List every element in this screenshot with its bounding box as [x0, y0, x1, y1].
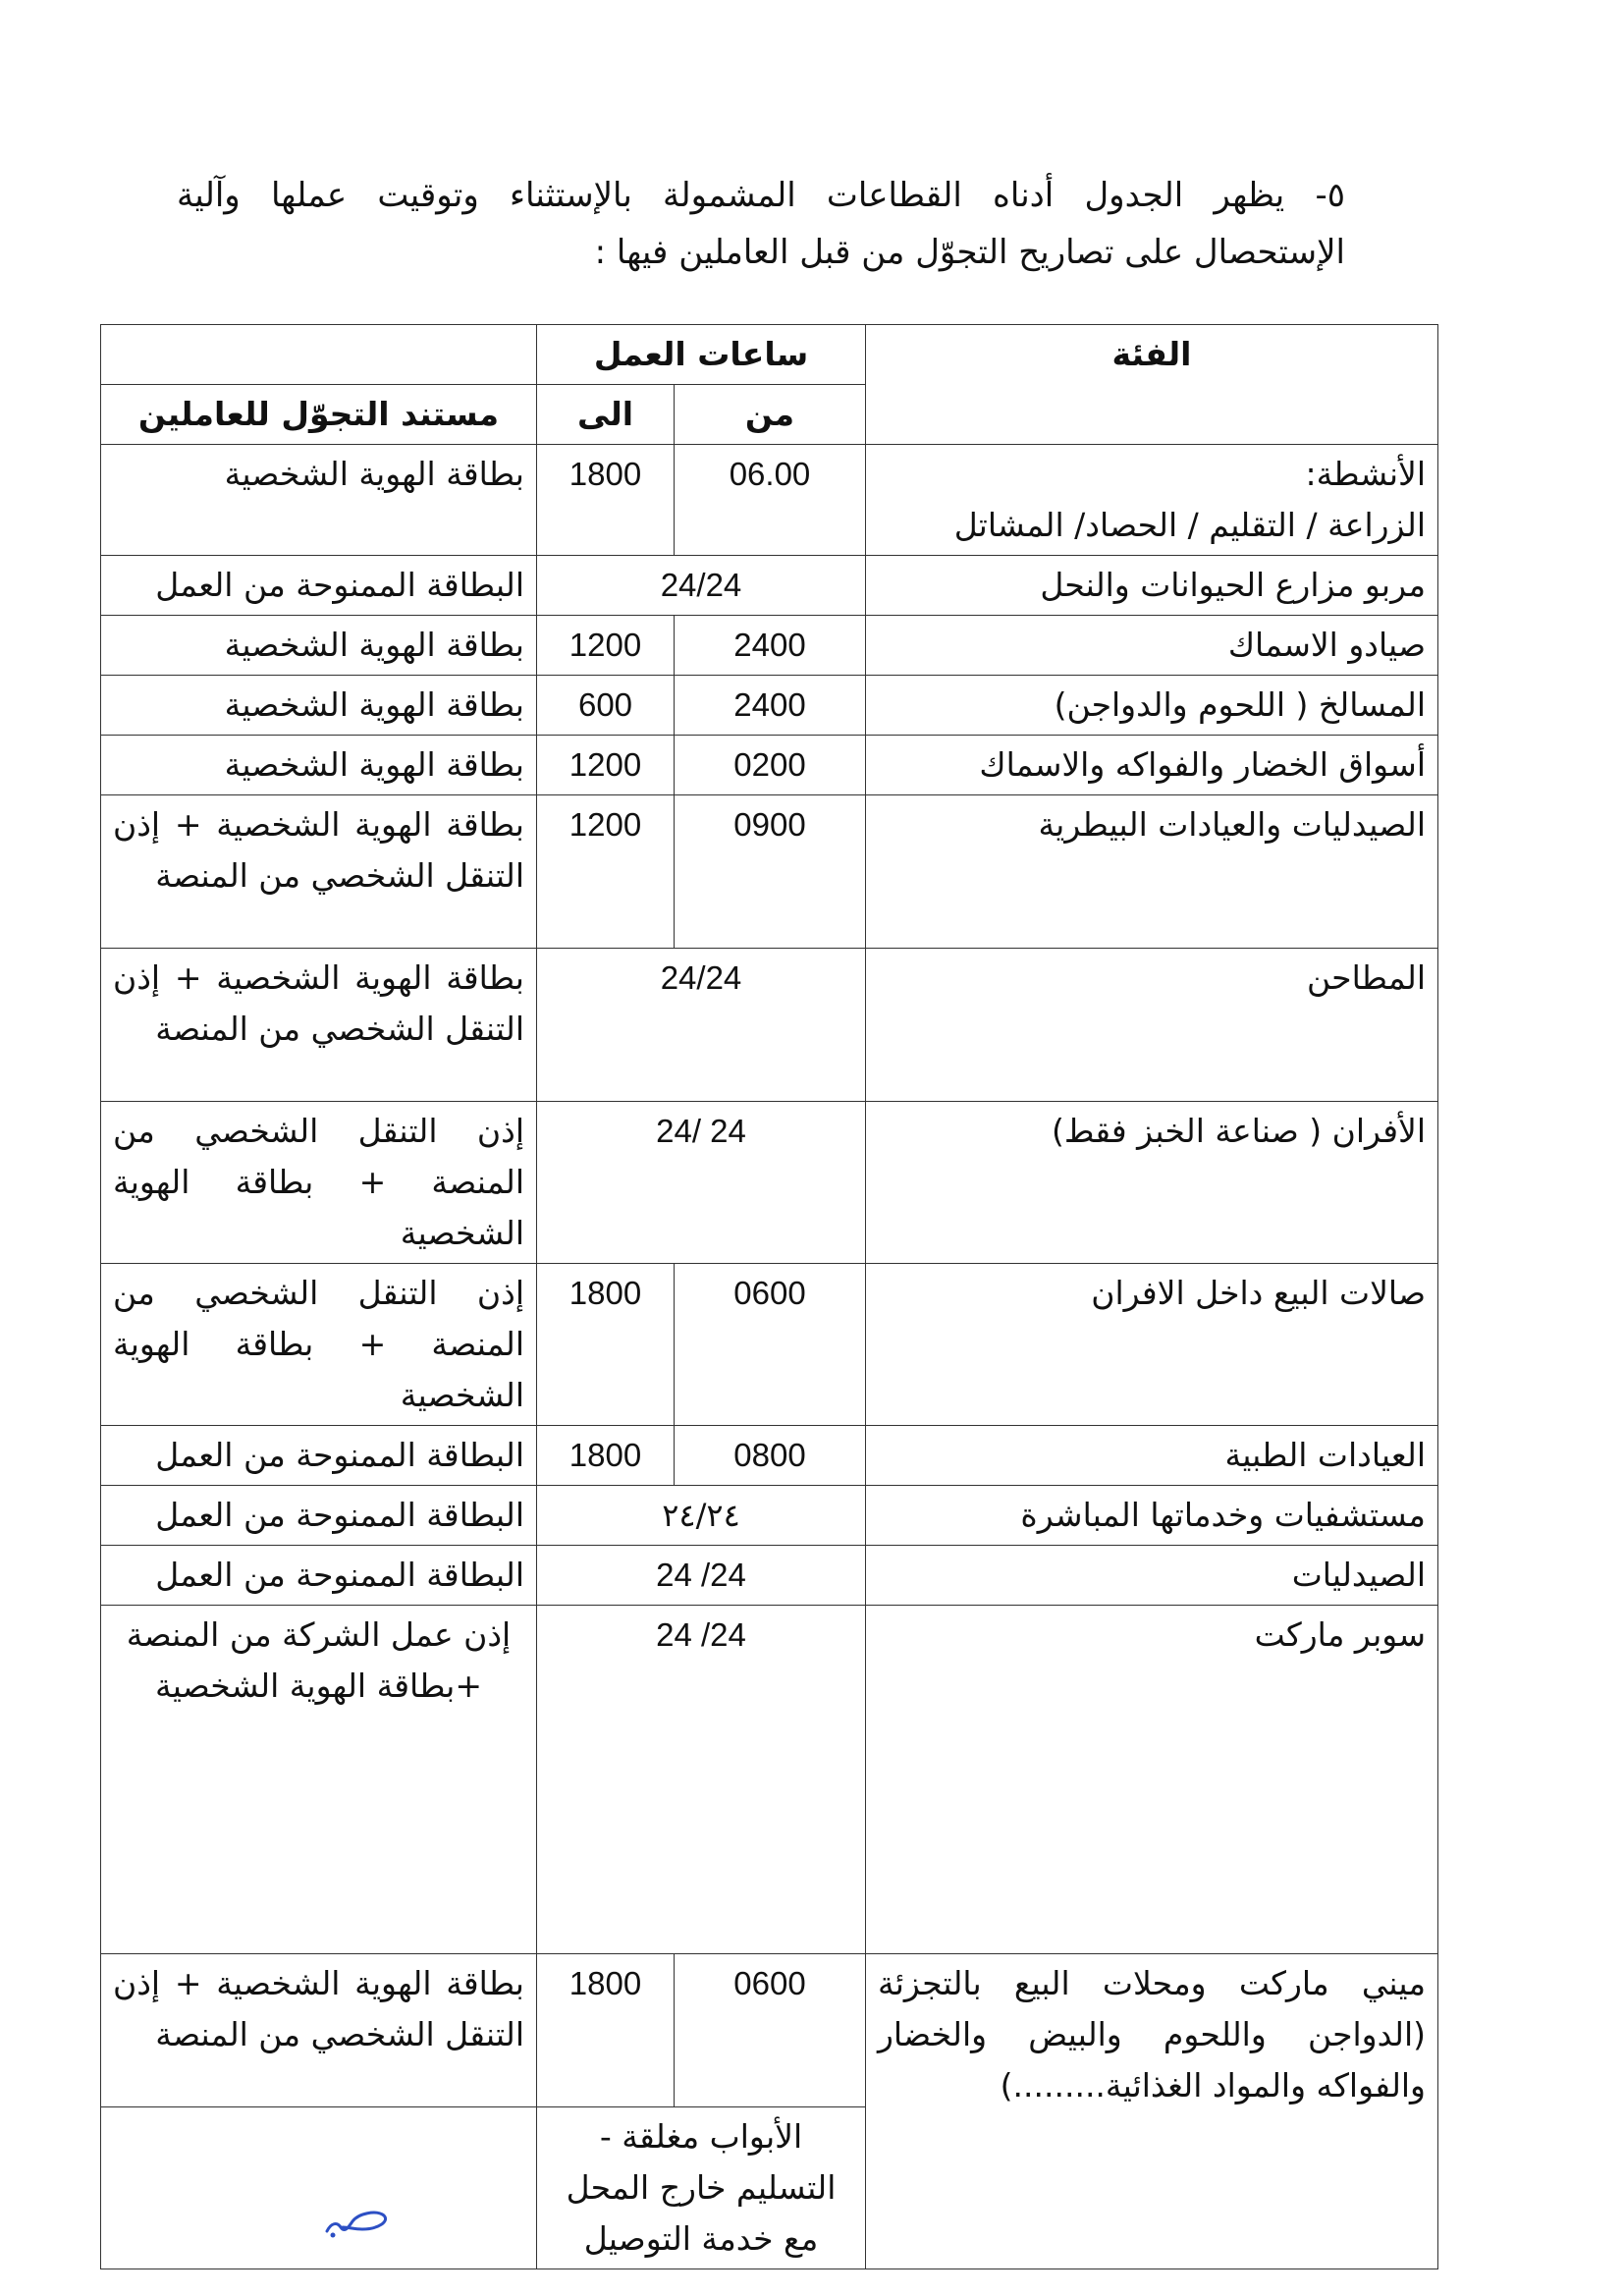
category-cell: المطاحن	[866, 949, 1438, 1102]
sectors-table	[100, 324, 1438, 2269]
to-cell: 600	[537, 676, 675, 736]
from-cell: 0900	[675, 795, 866, 949]
from-cell: 0600	[675, 1264, 866, 1426]
table-row	[101, 736, 1438, 795]
document-cell: بطاقة الهوية الشخصية	[101, 676, 537, 736]
document-cell: بطاقة الهوية الشخصية	[101, 445, 537, 556]
category-cell: العيادات الطبية	[866, 1426, 1438, 1486]
intro-line-1: ٥- يظهر الجدول أدناه القطاعات المشمولة بالإستثناء وتوقيت عملها وآلية	[177, 176, 1345, 215]
category-cell: الصيدليات	[866, 1546, 1438, 1606]
table-row	[101, 795, 1438, 949]
document-cell: البطاقة الممنوحة من العمل	[101, 1546, 537, 1606]
table-row	[101, 556, 1438, 616]
to-cell: 1800	[537, 1426, 675, 1486]
document-cell: بطاقة الهوية الشخصية	[101, 736, 537, 795]
table-row	[101, 1102, 1438, 1264]
hours-cell: ٢٤/٢٤	[537, 1486, 866, 1546]
header-category: الفئة	[866, 325, 1438, 445]
from-cell: 2400	[675, 616, 866, 676]
header-from: من	[675, 385, 866, 445]
to-cell: 1200	[537, 616, 675, 676]
table-row	[101, 445, 1438, 556]
category-cell: الصيدليات والعيادات البيطرية	[866, 795, 1438, 949]
to-cell: 1800	[537, 1264, 675, 1426]
table-row	[101, 949, 1438, 1102]
intro-line-2: الإستحصال على تصاريح التجوّل من قبل العاملين فيها :	[594, 233, 1345, 272]
document-cell: البطاقة الممنوحة من العمل	[101, 556, 537, 616]
category-cell: سوبر ماركت	[866, 1606, 1438, 1954]
document-cell: البطاقة الممنوحة من العمل	[101, 1426, 537, 1486]
document-cell: البطاقة الممنوحة من العمل	[101, 1486, 537, 1546]
closed-doors-note: الأبواب مغلقة - التسليم خارج المحل مع خدمة التوصيل	[537, 2107, 866, 2269]
intro-paragraph	[177, 167, 1345, 281]
category-cell: أسواق الخضار والفواكه والاسماك	[866, 736, 1438, 795]
document-cell: بطاقة الهوية الشخصية + إذن التنقل الشخصي من المنصة	[101, 1954, 537, 2107]
table-row	[101, 616, 1438, 676]
table-row	[101, 676, 1438, 736]
table-row	[101, 1546, 1438, 1606]
document-cell: إذن التنقل الشخصي من المنصة + بطاقة الهوية الشخصية	[101, 1264, 537, 1426]
category-cell: الأفران ( صناعة الخبز فقط)	[866, 1102, 1438, 1264]
header-document: مستند التجوّل للعاملين	[101, 385, 537, 445]
header-to: الى	[537, 385, 675, 445]
document-cell: إذن التنقل الشخصي من المنصة + بطاقة الهوية الشخصية	[101, 1102, 537, 1264]
to-cell: 1200	[537, 795, 675, 949]
table-row	[101, 1954, 1438, 2107]
from-cell: 2400	[675, 676, 866, 736]
document-cell: بطاقة الهوية الشخصية	[101, 616, 537, 676]
from-cell: 06.00	[675, 445, 866, 556]
table-row	[101, 1486, 1438, 1546]
table-row	[101, 1606, 1438, 1954]
document-cell: بطاقة الهوية الشخصية + إذن التنقل الشخصي من المنصة	[101, 949, 537, 1102]
category-cell: ميني ماركت ومحلات البيع بالتجزئة (الدواجن واللحوم والبيض والخضار والفواكه والمواد الغذائية.........)	[866, 1954, 1438, 2269]
hours-cell: 24 /24	[537, 1102, 866, 1264]
document-cell: بطاقة الهوية الشخصية + إذن التنقل الشخصي من المنصة	[101, 795, 537, 949]
hours-cell: 24/ 24	[537, 1606, 866, 1954]
to-cell: 1800	[537, 1954, 675, 2107]
document-cell: إذن عمل الشركة من المنصة +بطاقة الهوية الشخصية	[101, 1606, 537, 1954]
hours-cell: 24/24	[537, 949, 866, 1102]
hours-cell: 24/24	[537, 556, 866, 616]
from-cell: 0200	[675, 736, 866, 795]
to-cell: 1800	[537, 445, 675, 556]
category-cell: المسالخ ( اللحوم والدواجن)	[866, 676, 1438, 736]
header-blank	[101, 325, 537, 385]
category-cell: صالات البيع داخل الافران	[866, 1264, 1438, 1426]
table-row	[101, 1264, 1438, 1426]
from-cell: 0800	[675, 1426, 866, 1486]
category-cell: مربو مزارع الحيوانات والنحل	[866, 556, 1438, 616]
table-row	[101, 1426, 1438, 1486]
hours-cell: 24/ 24	[537, 1546, 866, 1606]
category-cell: صيادو الاسماك	[866, 616, 1438, 676]
from-cell: 0600	[675, 1954, 866, 2107]
to-cell: 1200	[537, 736, 675, 795]
category-cell: مستشفيات وخدماتها المباشرة	[866, 1486, 1438, 1546]
header-hours: ساعات العمل	[537, 325, 866, 385]
signature-mark	[319, 2198, 398, 2247]
category-cell: الأنشطة: الزراعة / التقليم / الحصاد/ المشاتل	[866, 445, 1438, 556]
